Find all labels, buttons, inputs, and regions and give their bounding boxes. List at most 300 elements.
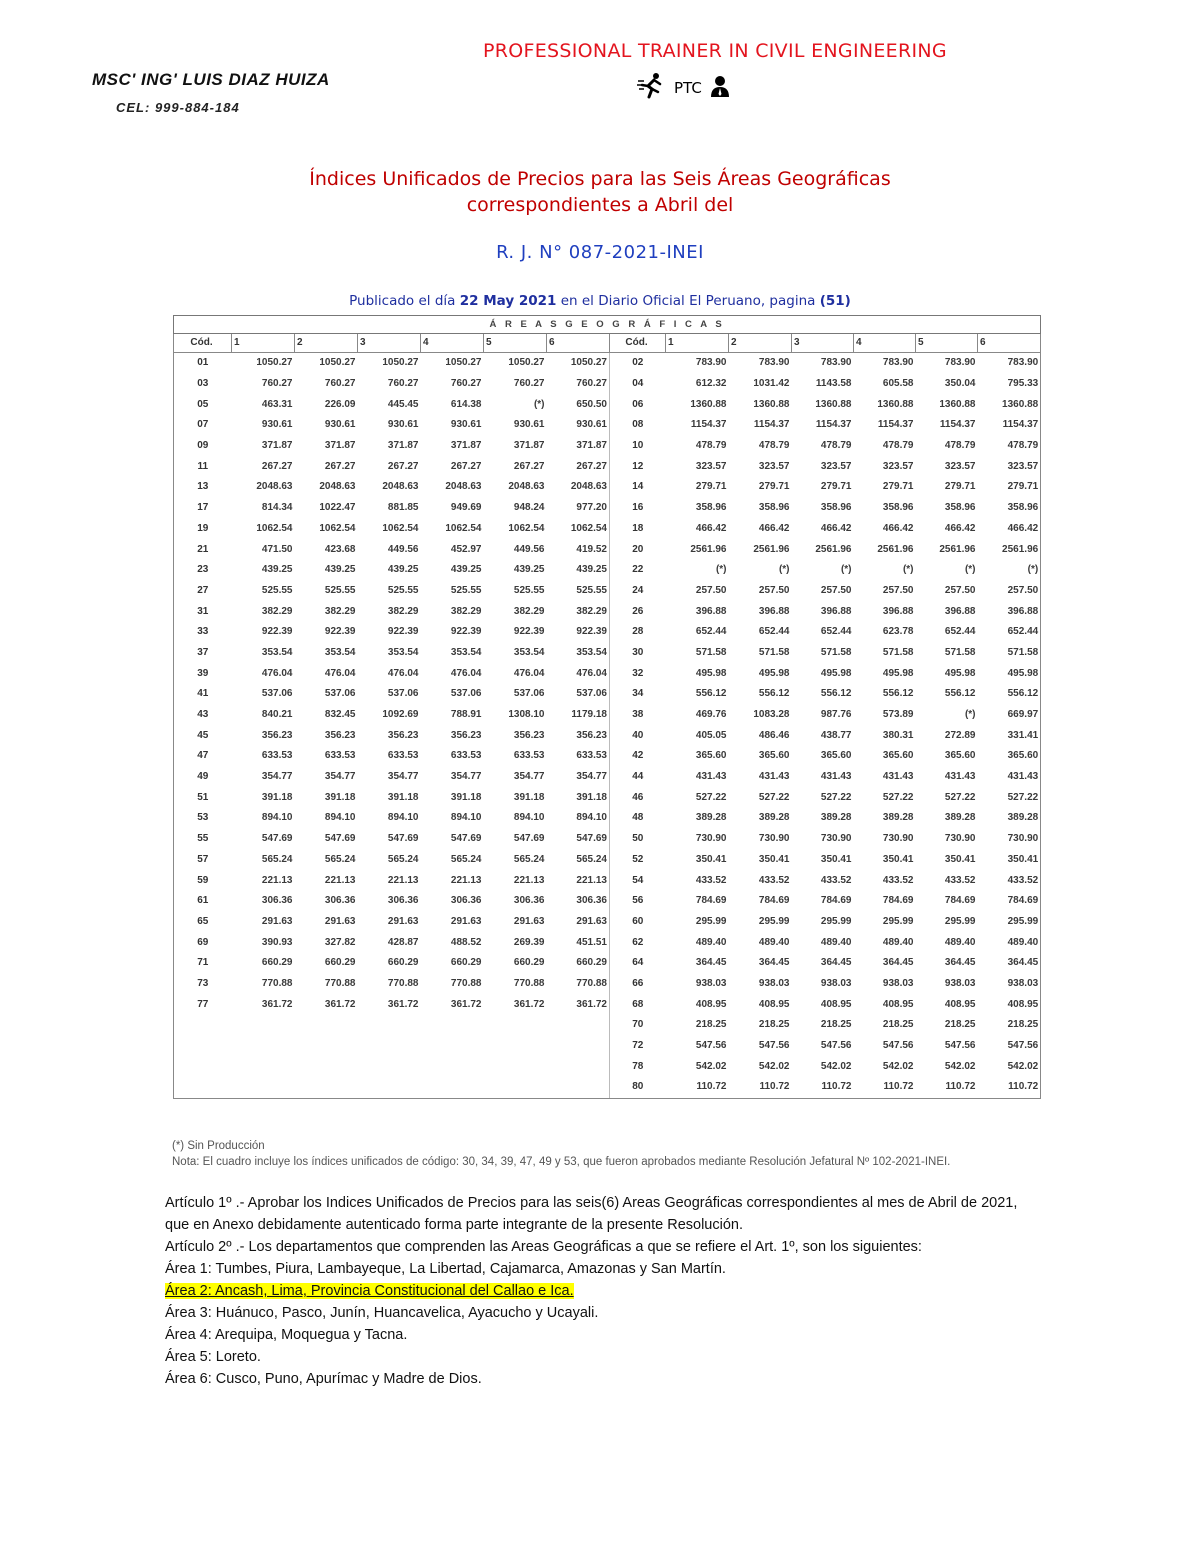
- value-cell: 1143.58: [815, 378, 852, 390]
- value-cell: 476.04: [450, 667, 482, 679]
- value-cell: 542.02: [882, 1060, 914, 1072]
- value-cell: 783.90: [758, 357, 790, 369]
- value-cell: 571.58: [882, 646, 914, 658]
- code-cell: 46: [632, 791, 644, 803]
- value-cell: 922.39: [513, 626, 545, 638]
- value-cell: 365.60: [882, 750, 914, 762]
- value-cell: 218.25: [758, 1019, 790, 1031]
- value-cell: 361.72: [324, 998, 356, 1010]
- value-cell: 547.56: [758, 1040, 790, 1052]
- table-row: [174, 912, 1041, 933]
- value-cell: 527.22: [944, 791, 976, 803]
- value-cell: 295.99: [882, 915, 914, 927]
- value-cell: 306.36: [261, 895, 293, 907]
- value-cell: 783.90: [978, 353, 1041, 374]
- value-cell: 279.71: [820, 481, 852, 493]
- value-cell: 466.42: [944, 522, 976, 534]
- value-cell: 279.71: [695, 481, 727, 493]
- value-cell: 669.97: [978, 705, 1041, 726]
- value-cell: 652.44: [758, 626, 790, 638]
- code-cell: 12: [632, 460, 644, 472]
- value-cell: 938.03: [944, 977, 976, 989]
- author-phone: CEL: 999-884-184: [116, 100, 240, 115]
- article-1: Artículo 1º .- Aprobar los Indices Unificados de Precios para las seis(6) Areas Geográficas correspondientes al mes de Abril de 2021, que en Anexo debidamente autenticado forma parte integrante de la presente Resolución.: [165, 1195, 1018, 1233]
- code-cell: 80: [610, 1077, 666, 1098]
- value-cell: 537.06: [387, 688, 419, 700]
- value-cell: 323.57: [695, 460, 727, 472]
- value-cell: 489.40: [820, 936, 852, 948]
- value-cell: 433.52: [695, 874, 727, 886]
- value-cell: 279.71: [882, 481, 914, 493]
- value-cell: 489.40: [758, 936, 790, 948]
- value-cell: 1031.42: [753, 378, 790, 390]
- value-cell: 547.56: [695, 1040, 727, 1052]
- code-cell: 72: [632, 1040, 644, 1052]
- value-cell: 881.85: [387, 502, 419, 514]
- value-cell: [421, 1015, 484, 1036]
- value-cell: 267.27: [387, 460, 419, 472]
- value-cell: 291.63: [450, 915, 482, 927]
- value-cell: 2048.63: [508, 481, 545, 493]
- value-cell: 495.98: [695, 667, 727, 679]
- table-row: [174, 374, 1041, 395]
- value-cell: 382.29: [387, 605, 419, 617]
- value-cell: 922.39: [324, 626, 356, 638]
- code-cell: 52: [632, 853, 644, 865]
- value-cell: 1050.27: [319, 357, 356, 369]
- code-cell: 10: [632, 440, 644, 452]
- table-row: [174, 519, 1041, 540]
- articles-section: [165, 1192, 1045, 1390]
- value-cell: 1062.54: [445, 522, 482, 534]
- code-cell: 51: [174, 787, 232, 808]
- value-cell: 760.27: [261, 378, 293, 390]
- code-cell: 24: [632, 584, 644, 596]
- value-cell: 449.56: [387, 543, 419, 555]
- table-row: [174, 767, 1041, 788]
- value-cell: 371.87: [513, 440, 545, 452]
- code-cell: 44: [632, 771, 644, 783]
- value-cell: (*): [533, 398, 545, 410]
- table-row: [174, 1077, 1041, 1098]
- code-cell: 08: [632, 419, 644, 431]
- value-cell: [295, 1056, 358, 1077]
- value-cell: [358, 1056, 421, 1077]
- code-cell: 73: [174, 974, 232, 995]
- code-cell: 66: [632, 977, 644, 989]
- value-cell: 466.42: [820, 522, 852, 534]
- value-cell: 660.29: [450, 957, 482, 969]
- value-cell: 371.87: [261, 440, 293, 452]
- value-cell: 930.61: [387, 419, 419, 431]
- value-cell: 730.90: [944, 833, 976, 845]
- value-cell: [232, 1015, 295, 1036]
- value-cell: 389.28: [695, 812, 727, 824]
- value-cell: 306.36: [324, 895, 356, 907]
- value-cell: 770.88: [450, 977, 482, 989]
- value-cell: (*): [978, 560, 1041, 581]
- indices-table-container: [173, 315, 1040, 1099]
- value-cell: 267.27: [450, 460, 482, 472]
- value-cell: 537.06: [547, 684, 610, 705]
- value-cell: 938.03: [978, 974, 1041, 995]
- value-cell: 784.69: [978, 891, 1041, 912]
- value-cell: 2561.96: [753, 543, 790, 555]
- value-cell: 419.52: [547, 539, 610, 560]
- brand-abbrev: PTC: [674, 79, 702, 97]
- value-cell: 938.03: [695, 977, 727, 989]
- value-cell: 391.18: [261, 791, 293, 803]
- value-cell: 2048.63: [547, 477, 610, 498]
- code-cell: 77: [174, 994, 232, 1015]
- value-cell: 784.69: [820, 895, 852, 907]
- value-cell: 389.28: [882, 812, 914, 824]
- value-cell: 1050.27: [547, 353, 610, 374]
- code-cell: 03: [174, 374, 232, 395]
- value-cell: 267.27: [547, 456, 610, 477]
- value-cell: 323.57: [758, 460, 790, 472]
- value-cell: 894.10: [450, 812, 482, 824]
- value-cell: 110.72: [792, 1077, 854, 1098]
- code-cell: 68: [632, 998, 644, 1010]
- value-cell: 760.27: [450, 378, 482, 390]
- value-cell: 495.98: [978, 663, 1041, 684]
- published-mid: en el Diario Oficial El Peruano, pagina: [556, 293, 820, 309]
- value-cell: 565.24: [324, 853, 356, 865]
- value-cell: 1062.54: [319, 522, 356, 534]
- value-cell: 894.10: [513, 812, 545, 824]
- table-row: [174, 663, 1041, 684]
- value-cell: 527.22: [820, 791, 852, 803]
- value-cell: 1050.27: [382, 357, 419, 369]
- code-cell: 42: [632, 750, 644, 762]
- value-cell: (*): [964, 564, 976, 576]
- value-cell: [547, 1077, 610, 1098]
- code-cell: 60: [632, 915, 644, 927]
- value-cell: 770.88: [547, 974, 610, 995]
- value-cell: 291.63: [387, 915, 419, 927]
- value-cell: 605.58: [882, 378, 914, 390]
- value-cell: 350.41: [820, 853, 852, 865]
- value-cell: 350.41: [944, 853, 976, 865]
- value-cell: 361.72: [450, 998, 482, 1010]
- value-cell: 358.96: [882, 502, 914, 514]
- code-cell: 71: [174, 953, 232, 974]
- value-cell: 361.72: [547, 994, 610, 1015]
- value-cell: 439.25: [387, 564, 419, 576]
- value-cell: 2048.63: [445, 481, 482, 493]
- code-cell: 09: [174, 436, 232, 457]
- value-cell: 439.25: [261, 564, 293, 576]
- value-cell: 257.50: [820, 584, 852, 596]
- value-cell: 396.88: [882, 605, 914, 617]
- value-cell: [484, 1056, 547, 1077]
- value-cell: 295.99: [944, 915, 976, 927]
- table-footnote: [172, 1138, 950, 1170]
- value-cell: 350.41: [758, 853, 790, 865]
- value-cell: 358.96: [944, 502, 976, 514]
- indices-table: [173, 315, 1041, 1099]
- value-cell: 356.23: [450, 729, 482, 741]
- value-cell: 525.55: [547, 581, 610, 602]
- column-header: 6: [978, 334, 1041, 353]
- title-line-2: correspondientes a Abril del: [466, 194, 734, 216]
- value-cell: 1154.37: [939, 419, 976, 431]
- value-cell: 433.52: [882, 874, 914, 886]
- value-cell: 382.29: [324, 605, 356, 617]
- value-cell: 1360.88: [815, 398, 852, 410]
- value-cell: 1062.54: [256, 522, 293, 534]
- value-cell: 652.44: [978, 622, 1041, 643]
- value-cell: 218.25: [978, 1015, 1041, 1036]
- value-cell: (*): [902, 564, 914, 576]
- value-cell: 267.27: [513, 460, 545, 472]
- value-cell: 948.24: [513, 502, 545, 514]
- value-cell: 408.95: [978, 994, 1041, 1015]
- value-cell: 466.42: [978, 519, 1041, 540]
- code-cell: 54: [632, 874, 644, 886]
- value-cell: 371.87: [547, 436, 610, 457]
- value-cell: 110.72: [729, 1077, 792, 1098]
- value-cell: 1308.10: [508, 709, 545, 721]
- column-header: 3: [792, 334, 854, 353]
- value-cell: 431.43: [820, 771, 852, 783]
- value-cell: 396.88: [820, 605, 852, 617]
- value-cell: 547.69: [450, 833, 482, 845]
- column-header: 4: [854, 334, 916, 353]
- value-cell: 218.25: [695, 1019, 727, 1031]
- value-cell: 547.69: [387, 833, 419, 845]
- value-cell: 556.12: [882, 688, 914, 700]
- value-cell: 930.61: [261, 419, 293, 431]
- value-cell: 391.18: [513, 791, 545, 803]
- value-cell: 922.39: [387, 626, 419, 638]
- value-cell: 495.98: [944, 667, 976, 679]
- table-row: [174, 705, 1041, 726]
- value-cell: 760.27: [547, 374, 610, 395]
- value-cell: 431.43: [882, 771, 914, 783]
- value-cell: 361.72: [513, 998, 545, 1010]
- column-header: 1: [666, 334, 729, 353]
- column-header: 1: [232, 334, 295, 353]
- value-cell: 408.95: [820, 998, 852, 1010]
- value-cell: 783.90: [944, 357, 976, 369]
- code-cell: 57: [174, 850, 232, 871]
- value-cell: 396.88: [944, 605, 976, 617]
- value-cell: 364.45: [978, 953, 1041, 974]
- code-cell: 26: [632, 605, 644, 617]
- value-cell: 478.79: [820, 440, 852, 452]
- value-cell: 354.77: [324, 771, 356, 783]
- value-cell: 365.60: [944, 750, 976, 762]
- value-cell: 571.58: [944, 646, 976, 658]
- value-cell: 431.43: [944, 771, 976, 783]
- value-cell: 291.63: [513, 915, 545, 927]
- column-header: Cód.: [610, 334, 666, 353]
- value-cell: 489.40: [978, 932, 1041, 953]
- value-cell: 221.13: [547, 870, 610, 891]
- column-header: 5: [916, 334, 978, 353]
- value-cell: 760.27: [324, 378, 356, 390]
- column-header: 5: [484, 334, 547, 353]
- value-cell: 365.60: [820, 750, 852, 762]
- value-cell: 565.24: [513, 853, 545, 865]
- table-row: [174, 581, 1041, 602]
- value-cell: 565.24: [387, 853, 419, 865]
- value-cell: 267.27: [261, 460, 293, 472]
- value-cell: 930.61: [324, 419, 356, 431]
- value-cell: 527.22: [882, 791, 914, 803]
- value-cell: 760.27: [387, 378, 419, 390]
- area-3: Área 3: Huánuco, Pasco, Junín, Huancavelica, Ayacucho y Ucayali.: [165, 1305, 599, 1321]
- value-cell: 623.78: [882, 626, 914, 638]
- column-header-row: [174, 334, 1041, 353]
- value-cell: 571.58: [695, 646, 727, 658]
- value-cell: 353.54: [387, 646, 419, 658]
- value-cell: 433.52: [978, 870, 1041, 891]
- value-cell: 221.13: [324, 874, 356, 886]
- value-cell: 784.69: [758, 895, 790, 907]
- value-cell: 565.24: [450, 853, 482, 865]
- value-cell: 537.06: [324, 688, 356, 700]
- value-cell: 364.45: [695, 957, 727, 969]
- value-cell: (*): [715, 564, 727, 576]
- code-cell: 11: [174, 456, 232, 477]
- brand-title: PROFESSIONAL TRAINER IN CIVIL ENGINEERING: [483, 40, 947, 62]
- value-cell: 382.29: [450, 605, 482, 617]
- value-cell: [484, 1077, 547, 1098]
- value-cell: 556.12: [820, 688, 852, 700]
- value-cell: 353.54: [261, 646, 293, 658]
- value-cell: 547.56: [944, 1040, 976, 1052]
- table-row: [174, 456, 1041, 477]
- value-cell: 478.79: [944, 440, 976, 452]
- value-cell: 633.53: [387, 750, 419, 762]
- value-cell: 1022.47: [319, 502, 356, 514]
- value-cell: 938.03: [758, 977, 790, 989]
- value-cell: 894.10: [261, 812, 293, 824]
- value-cell: 1154.37: [690, 419, 727, 431]
- value-cell: 894.10: [547, 808, 610, 829]
- value-cell: 614.38: [450, 398, 482, 410]
- value-cell: 556.12: [944, 688, 976, 700]
- value-cell: 439.25: [547, 560, 610, 581]
- value-cell: 1360.88: [877, 398, 914, 410]
- value-cell: 547.69: [547, 829, 610, 850]
- value-cell: 571.58: [758, 646, 790, 658]
- value-cell: 476.04: [261, 667, 293, 679]
- value-cell: 218.25: [820, 1019, 852, 1031]
- value-cell: 306.36: [387, 895, 419, 907]
- value-cell: 2048.63: [319, 481, 356, 493]
- value-cell: 371.87: [387, 440, 419, 452]
- value-cell: 795.33: [978, 374, 1041, 395]
- value-cell: 486.46: [758, 729, 790, 741]
- value-cell: 2561.96: [939, 543, 976, 555]
- value-cell: 650.50: [547, 394, 610, 415]
- published-prefix: Publicado el día: [349, 293, 460, 309]
- value-cell: 938.03: [882, 977, 914, 989]
- value-cell: [295, 1077, 358, 1098]
- area-1: Área 1: Tumbes, Piura, Lambayeque, La Libertad, Cajamarca, Amazonas y San Martín.: [165, 1261, 726, 1277]
- value-cell: 612.32: [695, 378, 727, 390]
- value-cell: [232, 1077, 295, 1098]
- value-cell: 431.43: [695, 771, 727, 783]
- value-cell: 390.93: [261, 936, 293, 948]
- value-cell: [295, 1036, 358, 1057]
- value-cell: 354.77: [547, 767, 610, 788]
- value-cell: 466.42: [882, 522, 914, 534]
- runner-icon: [636, 71, 666, 105]
- code-cell: 20: [632, 543, 644, 555]
- value-cell: 537.06: [513, 688, 545, 700]
- value-cell: 784.69: [882, 895, 914, 907]
- value-cell: 364.45: [944, 957, 976, 969]
- value-cell: 1092.69: [382, 709, 419, 721]
- value-cell: 364.45: [758, 957, 790, 969]
- code-cell: 16: [632, 502, 644, 514]
- value-cell: 840.21: [261, 709, 293, 721]
- value-cell: 556.12: [978, 684, 1041, 705]
- value-cell: 221.13: [261, 874, 293, 886]
- value-cell: 2561.96: [690, 543, 727, 555]
- value-cell: 382.29: [547, 601, 610, 622]
- value-cell: 489.40: [944, 936, 976, 948]
- value-cell: 488.52: [450, 936, 482, 948]
- value-cell: 279.71: [944, 481, 976, 493]
- resolution-number: R. J. N° 087-2021-INEI: [496, 242, 704, 263]
- value-cell: 451.51: [547, 932, 610, 953]
- value-cell: 306.36: [450, 895, 482, 907]
- column-header: 2: [729, 334, 792, 353]
- value-cell: 1154.37: [978, 415, 1041, 436]
- value-cell: 542.02: [758, 1060, 790, 1072]
- published-date: 22 May 2021: [459, 293, 557, 309]
- value-cell: 371.87: [324, 440, 356, 452]
- code-cell: 01: [174, 353, 232, 374]
- value-cell: 633.53: [547, 746, 610, 767]
- value-cell: 571.58: [978, 643, 1041, 664]
- value-cell: 547.69: [261, 833, 293, 845]
- value-cell: 353.54: [513, 646, 545, 658]
- value-cell: 478.79: [695, 440, 727, 452]
- code-cell: 41: [174, 684, 232, 705]
- value-cell: 476.04: [547, 663, 610, 684]
- value-cell: 525.55: [387, 584, 419, 596]
- value-cell: 353.54: [450, 646, 482, 658]
- value-cell: 730.90: [882, 833, 914, 845]
- value-cell: 770.88: [513, 977, 545, 989]
- value-cell: 295.99: [978, 912, 1041, 933]
- value-cell: 476.04: [513, 667, 545, 679]
- area-2-highlighted: Área 2: Ancash, Lima, Provincia Constitucional del Callao e Ica.: [165, 1283, 574, 1299]
- column-header: 2: [295, 334, 358, 353]
- code-cell: 21: [174, 539, 232, 560]
- value-cell: 537.06: [450, 688, 482, 700]
- value-cell: [295, 1015, 358, 1036]
- value-cell: 542.02: [695, 1060, 727, 1072]
- code-cell: 70: [632, 1019, 644, 1031]
- table-row: [174, 498, 1041, 519]
- code-cell: 28: [632, 626, 644, 638]
- value-cell: 660.29: [547, 953, 610, 974]
- table-row: [174, 560, 1041, 581]
- value-cell: 257.50: [695, 584, 727, 596]
- value-cell: 660.29: [261, 957, 293, 969]
- code-cell: 64: [632, 957, 644, 969]
- value-cell: 476.04: [324, 667, 356, 679]
- code-cell: 05: [174, 394, 232, 415]
